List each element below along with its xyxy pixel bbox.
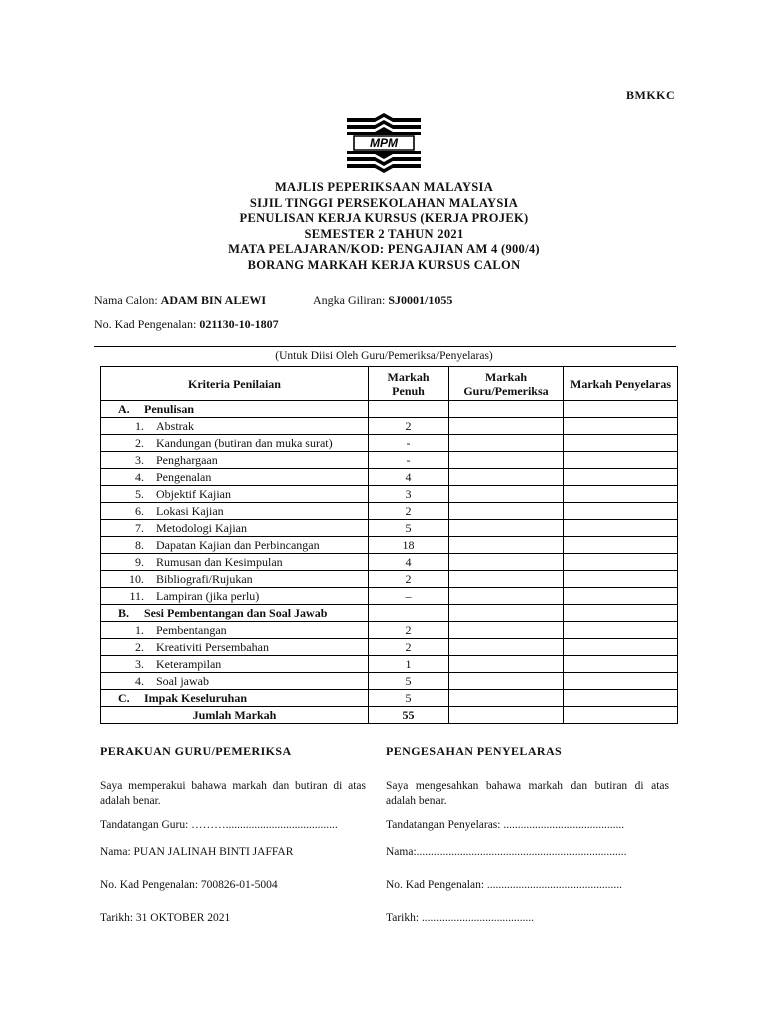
coordinator-mark-cell xyxy=(564,520,678,537)
teacher-mark-cell xyxy=(449,622,564,639)
candidate-index-row xyxy=(313,293,452,308)
full-mark-cell: 4 xyxy=(369,554,449,571)
coordinator-mark-cell xyxy=(564,452,678,469)
coordinator-mark-cell xyxy=(564,656,678,673)
coordinator-mark-cell xyxy=(564,673,678,690)
item-number: 6. xyxy=(135,503,144,518)
item-name: Abstrak xyxy=(156,418,194,433)
item-name: Kreativiti Persembahan xyxy=(156,639,269,654)
candidate-ic: 021130-10-1807 xyxy=(199,317,279,331)
coordinator-mark-cell xyxy=(564,537,678,554)
teacher-mark-cell xyxy=(449,656,564,673)
criteria-cell xyxy=(101,571,369,588)
section-label xyxy=(101,401,369,418)
criteria-cell xyxy=(101,673,369,690)
teacher-date: Tarikh: 31 OKTOBER 2021 xyxy=(100,912,231,924)
header-line: SIJIL TINGGI PERSEKOLAHAN MALAYSIA xyxy=(249,195,519,210)
header-coordinator-marks: Markah Penyelaras xyxy=(564,367,678,401)
table-row xyxy=(101,537,678,554)
teacher-mark-cell xyxy=(449,401,564,418)
marks-table xyxy=(100,366,678,724)
table-row xyxy=(101,554,678,571)
teacher-mark-cell xyxy=(449,673,564,690)
coordinator-mark-cell xyxy=(564,469,678,486)
section-row xyxy=(101,401,678,418)
full-mark-cell: 5 xyxy=(369,520,449,537)
teacher-mark-cell xyxy=(449,690,564,707)
coordinator-mark-cell xyxy=(564,707,678,724)
section-label xyxy=(101,690,369,707)
total-label: Jumlah Markah xyxy=(101,707,369,724)
table-row xyxy=(101,503,678,520)
total-full-mark: 55 xyxy=(369,707,449,724)
coordinator-mark-cell xyxy=(564,401,678,418)
total-row xyxy=(101,707,678,724)
table-row xyxy=(101,418,678,435)
criteria-cell xyxy=(101,435,369,452)
item-number: 9. xyxy=(135,554,144,569)
form-header xyxy=(0,180,768,273)
full-mark-cell: – xyxy=(369,588,449,605)
coordinator-mark-cell xyxy=(564,622,678,639)
teacher-mark-cell xyxy=(449,588,564,605)
teacher-mark-cell xyxy=(449,707,564,724)
table-row xyxy=(101,588,678,605)
full-mark-cell: - xyxy=(369,452,449,469)
coordinator-mark-cell xyxy=(564,605,678,622)
item-number: 4. xyxy=(135,673,144,688)
header-line: BORANG MARKAH KERJA KURSUS CALON xyxy=(247,257,521,272)
full-mark-cell: 2 xyxy=(369,418,449,435)
criteria-cell xyxy=(101,588,369,605)
item-number: 5. xyxy=(135,486,144,501)
coordinator-mark-cell xyxy=(564,486,678,503)
header-full-marks: Markah Penuh xyxy=(369,367,449,401)
teacher-mark-cell xyxy=(449,503,564,520)
table-row xyxy=(101,639,678,656)
full-mark-cell: 5 xyxy=(369,690,449,707)
table-row xyxy=(101,673,678,690)
header-line: SEMESTER 2 TAHUN 2021 xyxy=(304,226,464,241)
teacher-name: Nama: PUAN JALINAH BINTI JAFFAR xyxy=(100,846,294,858)
table-note: (Untuk Diisi Oleh Guru/Pemeriksa/Penyelaras) xyxy=(275,350,493,362)
coordinator-heading: PENGESAHAN PENYELARAS xyxy=(386,744,563,758)
item-name: Lampiran (jika perlu) xyxy=(156,588,260,603)
item-number: 4. xyxy=(135,469,144,484)
candidate-name: ADAM BIN ALEWI xyxy=(160,293,267,307)
item-name: Rumusan dan Kesimpulan xyxy=(156,554,283,569)
table-row xyxy=(101,622,678,639)
full-mark-cell xyxy=(369,401,449,418)
section-letter: B. xyxy=(118,605,130,620)
item-number: 11. xyxy=(129,588,144,603)
criteria-cell xyxy=(101,639,369,656)
item-number: 2. xyxy=(135,639,144,654)
full-mark-cell: 2 xyxy=(369,622,449,639)
candidate-index: SJ0001/1055 xyxy=(388,293,453,307)
teacher-mark-cell xyxy=(449,537,564,554)
coordinator-mark-cell xyxy=(564,418,678,435)
header-line: PENULISAN KERJA KURSUS (KERJA PROJEK) xyxy=(239,211,529,225)
full-mark-cell: 5 xyxy=(369,673,449,690)
full-mark-cell: 2 xyxy=(369,571,449,588)
coordinator-date: Tarikh: ....................................... xyxy=(386,912,535,924)
candidate-index-label: Angka Giliran: xyxy=(313,293,386,307)
criteria-cell xyxy=(101,469,369,486)
table-row xyxy=(101,469,678,486)
teacher-mark-cell xyxy=(449,469,564,486)
coordinator-mark-cell xyxy=(564,639,678,656)
teacher-mark-cell xyxy=(449,605,564,622)
criteria-cell xyxy=(101,656,369,673)
section-title: Impak Keseluruhan xyxy=(144,690,248,705)
criteria-cell xyxy=(101,520,369,537)
marks-table-body xyxy=(101,401,678,724)
coordinator-name: Nama:......................................................................... xyxy=(386,846,627,858)
coordinator-mark-cell xyxy=(564,588,678,605)
full-mark-cell: 2 xyxy=(369,639,449,656)
divider xyxy=(94,346,676,347)
mpm-logo xyxy=(345,112,423,174)
table-row xyxy=(101,571,678,588)
candidate-ic-label: No. Kad Pengenalan: xyxy=(94,317,197,331)
item-name: Metodologi Kajian xyxy=(156,520,247,535)
item-name: Bibliografi/Rujukan xyxy=(156,571,253,586)
full-mark-cell: - xyxy=(369,435,449,452)
item-name: Objektif Kajian xyxy=(156,486,231,501)
header-criteria: Kriteria Penilaian xyxy=(101,367,369,401)
criteria-cell xyxy=(101,622,369,639)
teacher-mark-cell xyxy=(449,571,564,588)
item-number: 7. xyxy=(135,520,144,535)
item-name: Dapatan Kajian dan Perbincangan xyxy=(156,537,320,552)
teacher-mark-cell xyxy=(449,418,564,435)
form-code: BMKKC xyxy=(626,88,676,102)
item-name: Lokasi Kajian xyxy=(156,503,224,518)
item-name: Keterampilan xyxy=(156,656,222,671)
item-number: 10. xyxy=(129,571,144,586)
coordinator-mark-cell xyxy=(564,554,678,571)
section-letter: A. xyxy=(118,401,130,416)
table-row xyxy=(101,435,678,452)
coordinator-mark-cell xyxy=(564,690,678,707)
item-name: Pembentangan xyxy=(156,622,227,637)
table-header-row xyxy=(101,367,678,401)
candidate-ic-row xyxy=(94,317,279,332)
section-row xyxy=(101,605,678,622)
item-number: 1. xyxy=(135,418,144,433)
table-row xyxy=(101,452,678,469)
item-number: 8. xyxy=(135,537,144,552)
criteria-cell xyxy=(101,554,369,571)
full-mark-cell: 4 xyxy=(369,469,449,486)
svg-text:MPM: MPM xyxy=(370,136,398,150)
header-line: MATA PELAJARAN/KOD: PENGAJIAN AM 4 (900/4) xyxy=(228,242,540,256)
candidate-name-label: Nama Calon: xyxy=(94,293,158,307)
teacher-signature: Tandatangan Guru: ………....................................... xyxy=(100,819,338,831)
full-mark-cell: 1 xyxy=(369,656,449,673)
coordinator-mark-cell xyxy=(564,435,678,452)
coordinator-mark-cell xyxy=(564,503,678,520)
coordinator-ic: No. Kad Pengenalan: ............................................... xyxy=(386,879,623,891)
item-name: Soal jawab xyxy=(156,673,209,688)
item-number: 2. xyxy=(135,435,144,450)
coordinator-signature: Tandatangan Penyelaras: .......................................... xyxy=(386,819,625,831)
table-row xyxy=(101,520,678,537)
teacher-heading: PERAKUAN GURU/PEMERIKSA xyxy=(100,744,292,758)
coordinator-statement: Saya mengesahkan bahawa markah dan butiran di atas adalah benar. xyxy=(386,780,669,807)
criteria-cell xyxy=(101,452,369,469)
criteria-cell xyxy=(101,418,369,435)
table-row xyxy=(101,486,678,503)
table-row xyxy=(101,656,678,673)
section-letter: C. xyxy=(118,690,130,705)
full-mark-cell: 2 xyxy=(369,503,449,520)
teacher-mark-cell xyxy=(449,435,564,452)
teacher-mark-cell xyxy=(449,554,564,571)
item-number: 3. xyxy=(135,452,144,467)
section-title: Sesi Pembentangan dan Soal Jawab xyxy=(144,605,328,620)
criteria-cell xyxy=(101,486,369,503)
header-line: MAJLIS PEPERIKSAAN MALAYSIA xyxy=(274,180,494,194)
section-label xyxy=(101,605,369,622)
item-name: Kandungan (butiran dan muka surat) xyxy=(156,435,333,450)
item-number: 3. xyxy=(135,656,144,671)
full-mark-cell: 3 xyxy=(369,486,449,503)
header-teacher-marks: Markah Guru/Pemeriksa xyxy=(449,367,564,401)
teacher-mark-cell xyxy=(449,520,564,537)
teacher-mark-cell xyxy=(449,486,564,503)
teacher-statement: Saya memperakui bahawa markah dan butiran di atas adalah benar. xyxy=(100,780,366,807)
item-name: Pengenalan xyxy=(156,469,212,484)
section-title: Penulisan xyxy=(144,401,195,416)
teacher-ic: No. Kad Pengenalan: 700826-01-5004 xyxy=(100,879,278,891)
full-mark-cell xyxy=(369,605,449,622)
teacher-mark-cell xyxy=(449,452,564,469)
candidate-name-row xyxy=(94,293,266,308)
full-mark-cell: 18 xyxy=(369,537,449,554)
coordinator-mark-cell xyxy=(564,571,678,588)
criteria-cell xyxy=(101,503,369,520)
criteria-cell xyxy=(101,537,369,554)
item-name: Penghargaan xyxy=(156,452,218,467)
section-row xyxy=(101,690,678,707)
item-number: 1. xyxy=(135,622,144,637)
teacher-mark-cell xyxy=(449,639,564,656)
